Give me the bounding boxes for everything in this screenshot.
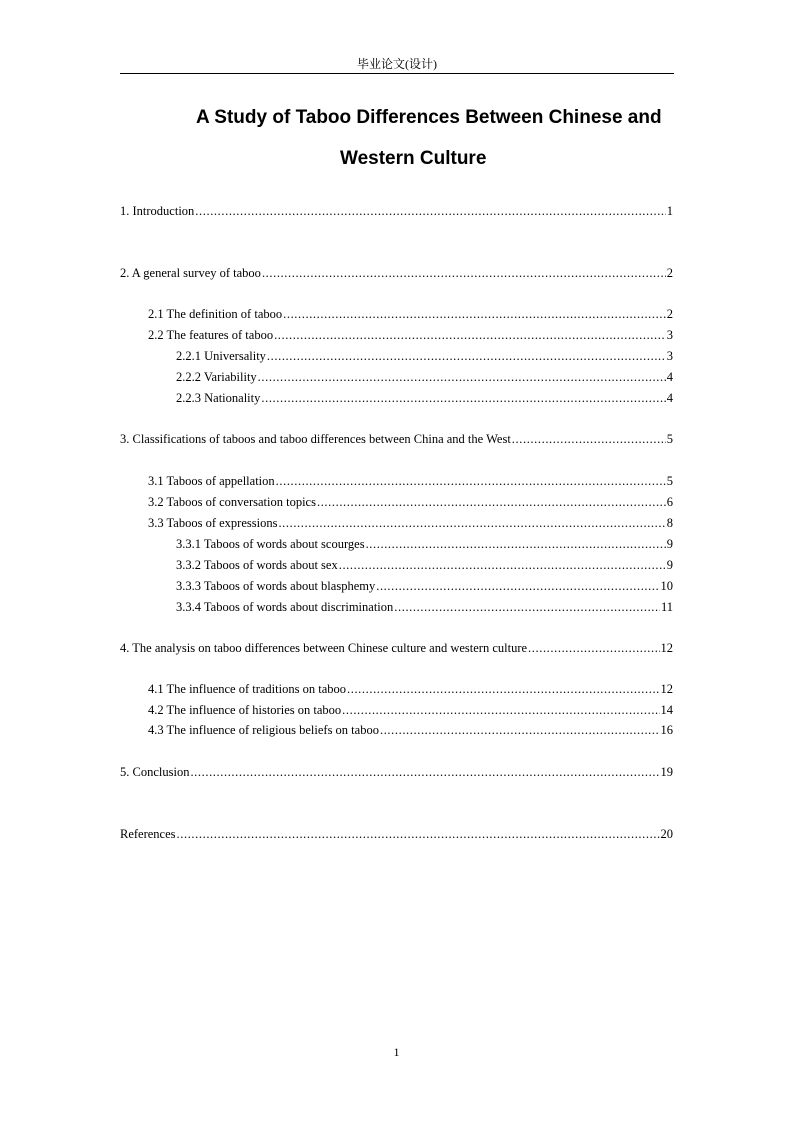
toc-entry-universality <box>176 348 673 364</box>
toc-leader-dots <box>190 764 659 780</box>
toc-entry-histories <box>148 702 673 718</box>
toc-entry-title: 3.2 Taboos of conversation topics <box>148 495 316 509</box>
toc-leader-dots <box>528 640 659 656</box>
toc-entry-title: 2.1 The definition of taboo <box>148 307 283 321</box>
toc-entry-definition <box>148 306 673 322</box>
toc-entry-appellation <box>148 473 673 489</box>
toc-entry-expressions <box>148 515 673 531</box>
toc-leader-dots <box>262 265 666 281</box>
toc-entry-page: 1 <box>666 204 673 218</box>
toc-leader-dots <box>258 369 666 385</box>
toc-entry-page: 5 <box>666 474 673 488</box>
toc-entry-page: 20 <box>660 827 673 841</box>
toc-entry-page: 11 <box>660 600 673 614</box>
toc-leader-dots <box>394 599 660 615</box>
toc-entry-title: 2.2.2 Variability <box>176 370 257 384</box>
toc-entry-religious-beliefs <box>148 722 673 738</box>
toc-entry-page: 6 <box>666 495 673 509</box>
toc-entry-page: 5 <box>666 432 673 446</box>
toc-entry-variability <box>176 369 673 385</box>
document-title-line-2: Western Culture <box>340 148 487 169</box>
toc-entry-scourges <box>176 536 673 552</box>
toc-entry-features <box>148 327 673 343</box>
toc-entry-title: 4. The analysis on taboo differences between Chinese culture and western culture <box>120 641 528 655</box>
toc-leader-dots <box>274 327 666 343</box>
toc-entry-sex <box>176 557 673 573</box>
page-number: 1 <box>393 1045 400 1059</box>
toc-leader-dots <box>376 578 659 594</box>
toc-leader-dots <box>339 557 666 573</box>
toc-entry-title: 2.2.3 Nationality <box>176 391 261 405</box>
toc-leader-dots <box>278 515 665 531</box>
toc-entry-nationality <box>176 390 673 406</box>
toc-entry-title: 2.2.1 Universality <box>176 349 266 363</box>
toc-leader-dots <box>195 203 665 219</box>
toc-entry-conclusion <box>120 764 673 780</box>
toc-entry-page: 9 <box>666 558 673 572</box>
toc-entry-title: 3. Classifications of taboos and taboo differences between China and the West <box>120 432 511 446</box>
toc-leader-dots <box>366 536 666 552</box>
toc-leader-dots <box>267 348 666 364</box>
toc-entry-title: References <box>120 827 176 841</box>
toc-leader-dots <box>347 681 660 697</box>
toc-entry-title: 4.2 The influence of histories on taboo <box>148 703 342 717</box>
toc-entry-page: 19 <box>660 765 673 779</box>
toc-entry-title: 5. Conclusion <box>120 765 190 779</box>
toc-entry-page: 12 <box>660 682 673 696</box>
toc-leader-dots <box>512 431 666 447</box>
toc-entry-page: 2 <box>666 266 673 280</box>
toc-entry-conversation-topics <box>148 494 673 510</box>
toc-entry-title: 3.3.4 Taboos of words about discrimination <box>176 600 394 614</box>
toc-entry-title: 2.2 The features of taboo <box>148 328 274 342</box>
toc-entry-page: 2 <box>666 307 673 321</box>
toc-entry-page: 12 <box>660 641 673 655</box>
toc-entry-traditions <box>148 681 673 697</box>
toc-entry-title: 3.3.3 Taboos of words about blasphemy <box>176 579 376 593</box>
toc-entry-blasphemy <box>176 578 673 594</box>
running-header: 毕业论文(设计) <box>357 57 437 71</box>
toc-entry-general-survey <box>120 265 673 281</box>
document-title-line-1: A Study of Taboo Differences Between Chinese and <box>196 107 662 128</box>
toc-entry-title: 4.3 The influence of religious beliefs on taboo <box>148 723 379 737</box>
toc-entry-title: 3.1 Taboos of appellation <box>148 474 275 488</box>
toc-entry-discrimination <box>176 599 673 615</box>
toc-entry-analysis <box>120 640 673 656</box>
toc-leader-dots <box>380 722 660 738</box>
toc-entry-page: 10 <box>660 579 673 593</box>
toc-leader-dots <box>276 473 666 489</box>
toc-leader-dots <box>317 494 666 510</box>
toc-entry-page: 16 <box>660 723 673 737</box>
toc-entry-page: 3 <box>666 349 673 363</box>
toc-leader-dots <box>261 390 665 406</box>
toc-entry-title: 4.1 The influence of traditions on taboo <box>148 682 346 696</box>
toc-entry-title: 2. A general survey of taboo <box>120 266 261 280</box>
toc-leader-dots <box>283 306 666 322</box>
toc-entry-title: 3.3 Taboos of expressions <box>148 516 278 530</box>
toc-entry-page: 14 <box>660 703 673 717</box>
toc-entry-title: 3.3.1 Taboos of words about scourges <box>176 537 365 551</box>
toc-entry-page: 8 <box>666 516 673 530</box>
toc-entry-page: 3 <box>666 328 673 342</box>
toc-leader-dots <box>342 702 659 718</box>
toc-entry-introduction <box>120 203 673 219</box>
toc-leader-dots <box>177 826 660 842</box>
toc-entry-page: 4 <box>666 391 673 405</box>
toc-entry-title: 3.3.2 Taboos of words about sex <box>176 558 338 572</box>
toc-entry-page: 9 <box>666 537 673 551</box>
toc-entry-title: 1. Introduction <box>120 204 195 218</box>
toc-entry-references <box>120 826 673 842</box>
toc-entry-classifications <box>120 431 673 447</box>
toc-entry-page: 4 <box>666 370 673 384</box>
